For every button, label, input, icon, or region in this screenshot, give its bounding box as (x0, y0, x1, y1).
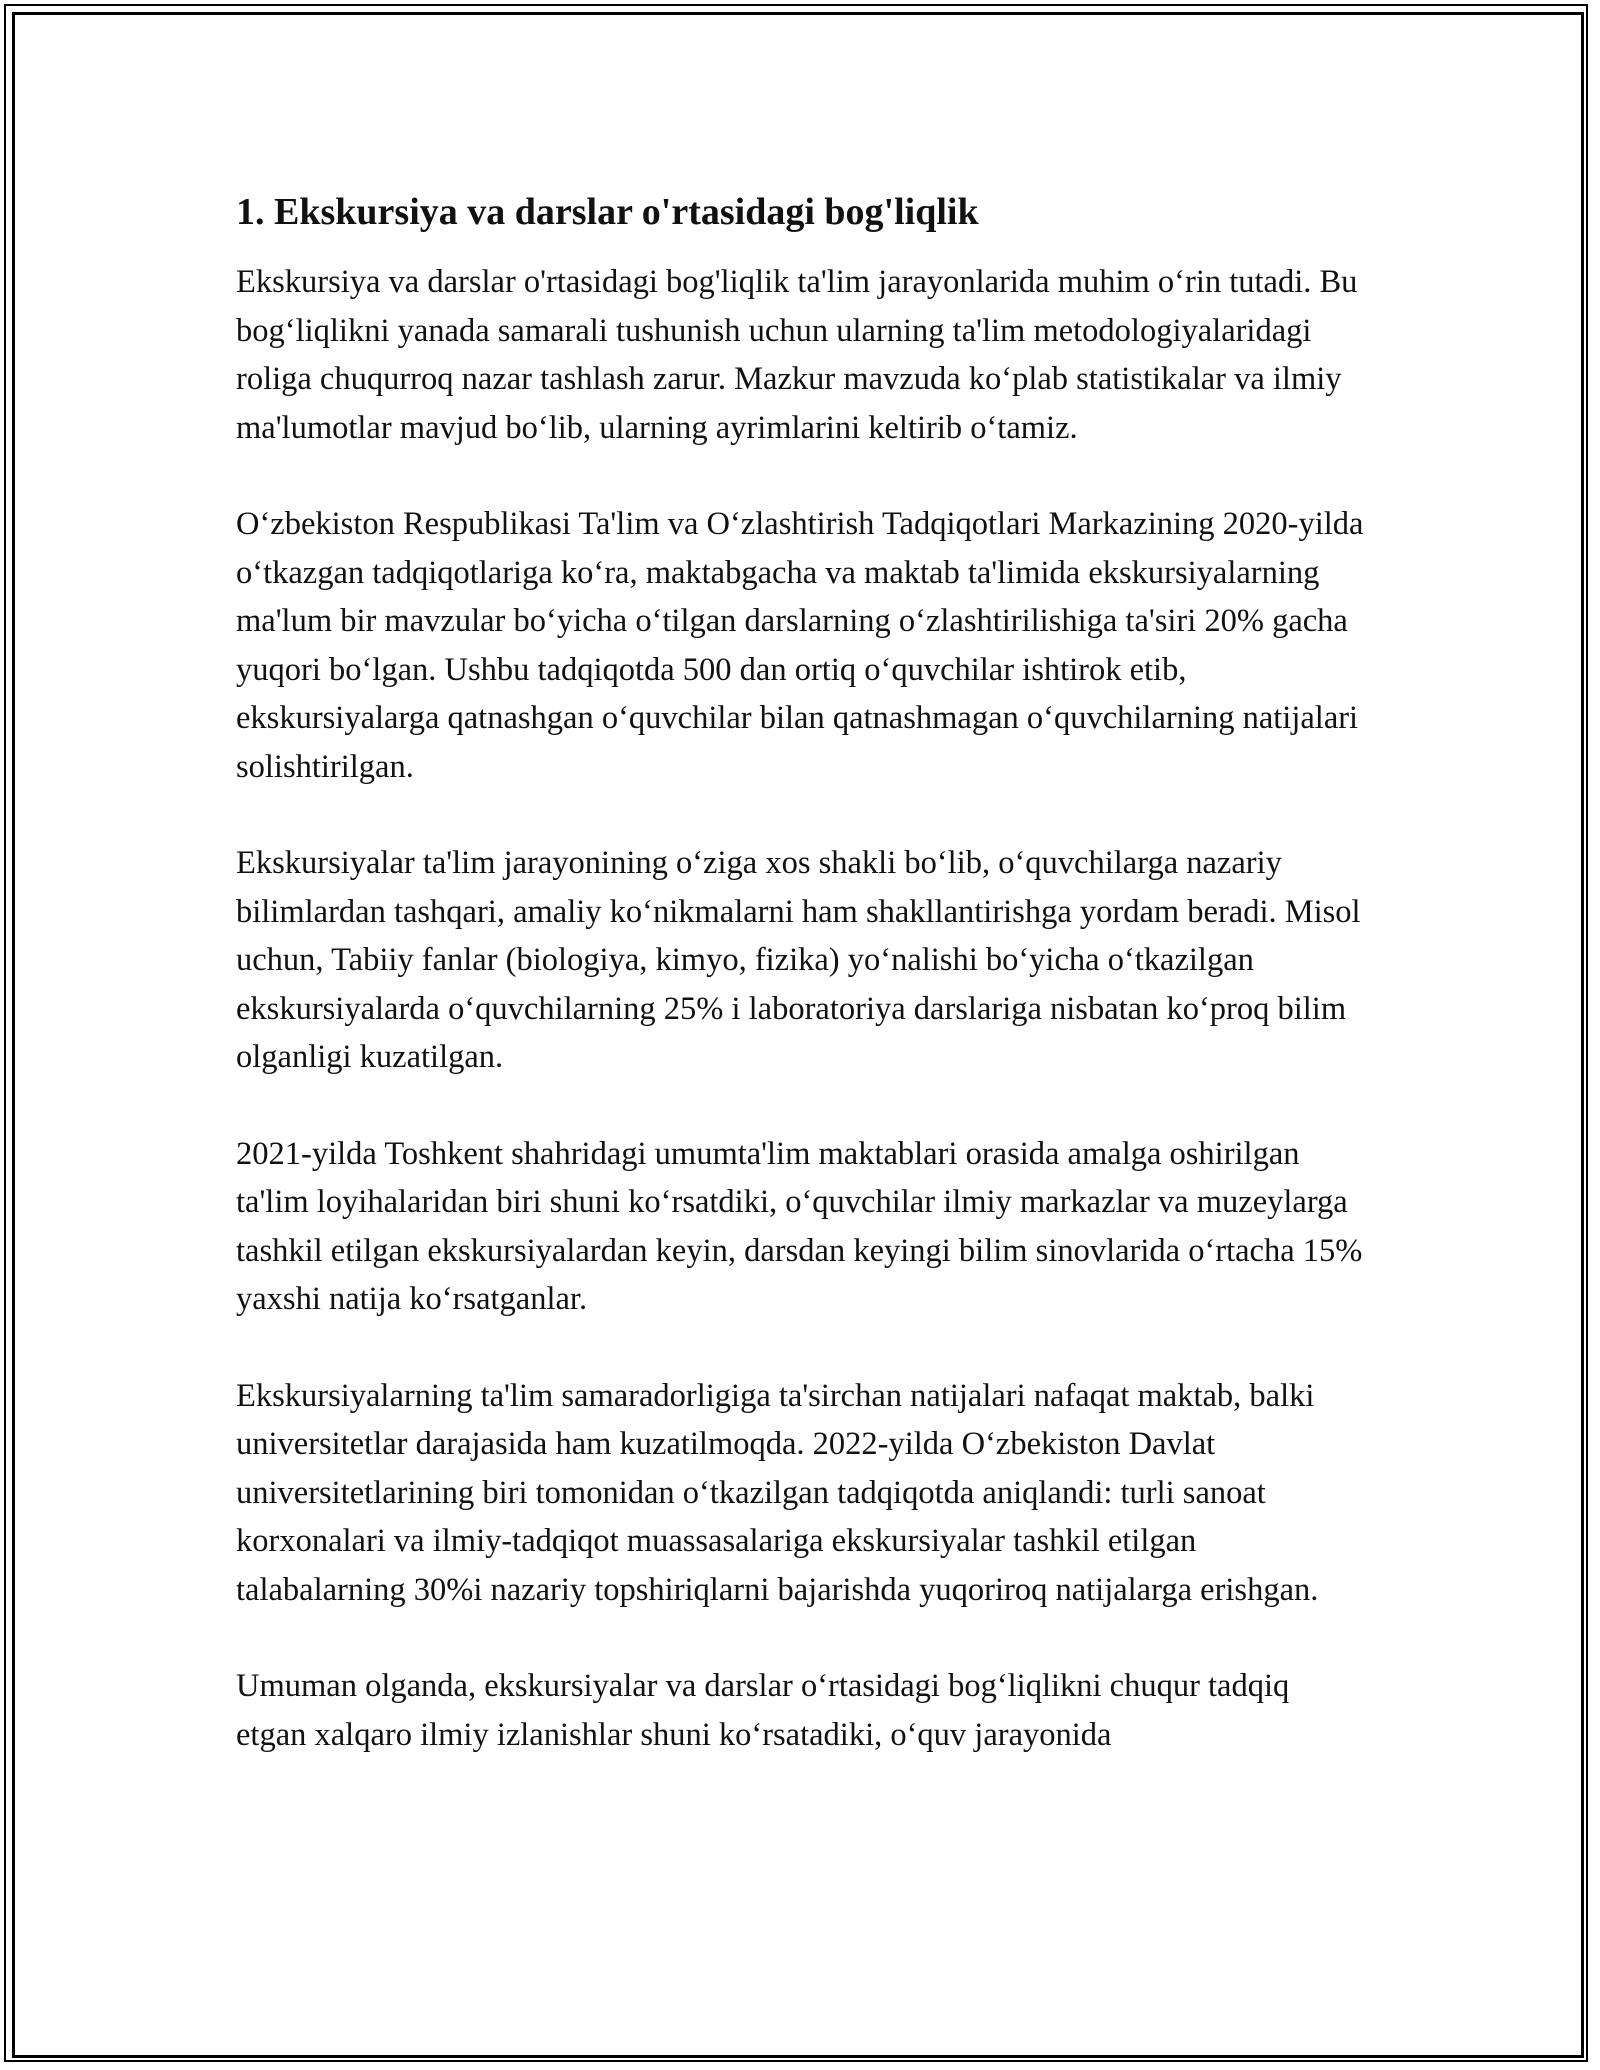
paragraph-2: O‘zbekiston Respublikasi Ta'lim va O‘zlashtirish Tadqiqotlari Markazining 2020-yilda o‘tkazgan tadqiqotlariga ko‘ra, maktabgacha va maktab ta'limida ekskursiyalarning ma'lum bir mavzular bo‘yicha o‘tilgan darslarning o‘zlashtirilishiga ta'siri 20% gacha yuqori bo‘lgan. Ushbu tadqiqotda 500 dan ortiq o‘quvchilar ishtirok etib, ekskursiyalarga qatnashgan o‘quvchilar bilan qatnashmagan o‘quvchilarning natijalari solishtirilgan. (236, 506, 1364, 785)
paragraph-6: Umuman olganda, ekskursiyalar va darslar o‘rtasidagi bog‘liqlikni chuqur tadqiq etgan xalqaro ilmiy izlanishlar shuni ko‘rsatadiki, o‘quv jarayonida (236, 1668, 1290, 1753)
paragraph-3: Ekskursiyalar ta'lim jarayonining o‘ziga xos shakli bo‘lib, o‘quvchilarga nazariy bilimlardan tashqari, amaliy ko‘nikmalarni ham shakllantirishga yordam beradi. Misol uchun, Tabiiy fanlar (biologiya, kimyo, fizika) yo‘nalishi bo‘yicha o‘tkazilgan ekskursiyalarda o‘quvchilarning 25% i laboratoriya darslariga nisbatan ko‘proq bilim olganligi kuzatilgan. (236, 845, 1361, 1075)
paragraph-1: Ekskursiya va darslar o'rtasidagi bog'liqlik ta'lim jarayonlarida muhim o‘rin tutadi. Bu bog‘liqlikni yanada samarali tushunish uchun ularning ta'lim metodologiyalaridagi roliga chuqurroq nazar tashlash zarur. Mazkur mavzuda ko‘plab statistikalar va ilmiy ma'lumotlar mavjud bo‘lib, ularning ayrimlarini keltirib o‘tamiz. (236, 264, 1358, 446)
document-body (236, 186, 1366, 1807)
section-heading: 1. Ekskursiya va darslar o'rtasidagi bog'liqlik (236, 191, 979, 233)
paragraph-5: Ekskursiyalarning ta'lim samaradorligiga ta'sirchan natijalari nafaqat maktab, balki universitetlar darajasida ham kuzatilmoqda. 2022-yilda O‘zbekiston Davlat universitetlarining biri tomonidan o‘tkazilgan tadqiqotda aniqlandi: turli sanoat korxonalari va ilmiy-tadqiqot muassasalariga ekskursiyalar tashkil etilgan talabalarning 30%i nazariy topshiriqlarni bajarishda yuqoriroq natijalarga erishgan. (236, 1377, 1319, 1608)
paragraph-4: 2021-yilda Toshkent shahridagi umumta'lim maktablari orasida amalga oshirilgan ta'lim loyihalaridan biri shuni ko‘rsatdiki, o‘quvchilar ilmiy markazlar va muzeylarga tashkil etilgan ekskursiyalardan keyin, darsdan keyingi bilim sinovlarida o‘rtacha 15% yaxshi natija ko‘rsatganlar. (236, 1135, 1363, 1317)
